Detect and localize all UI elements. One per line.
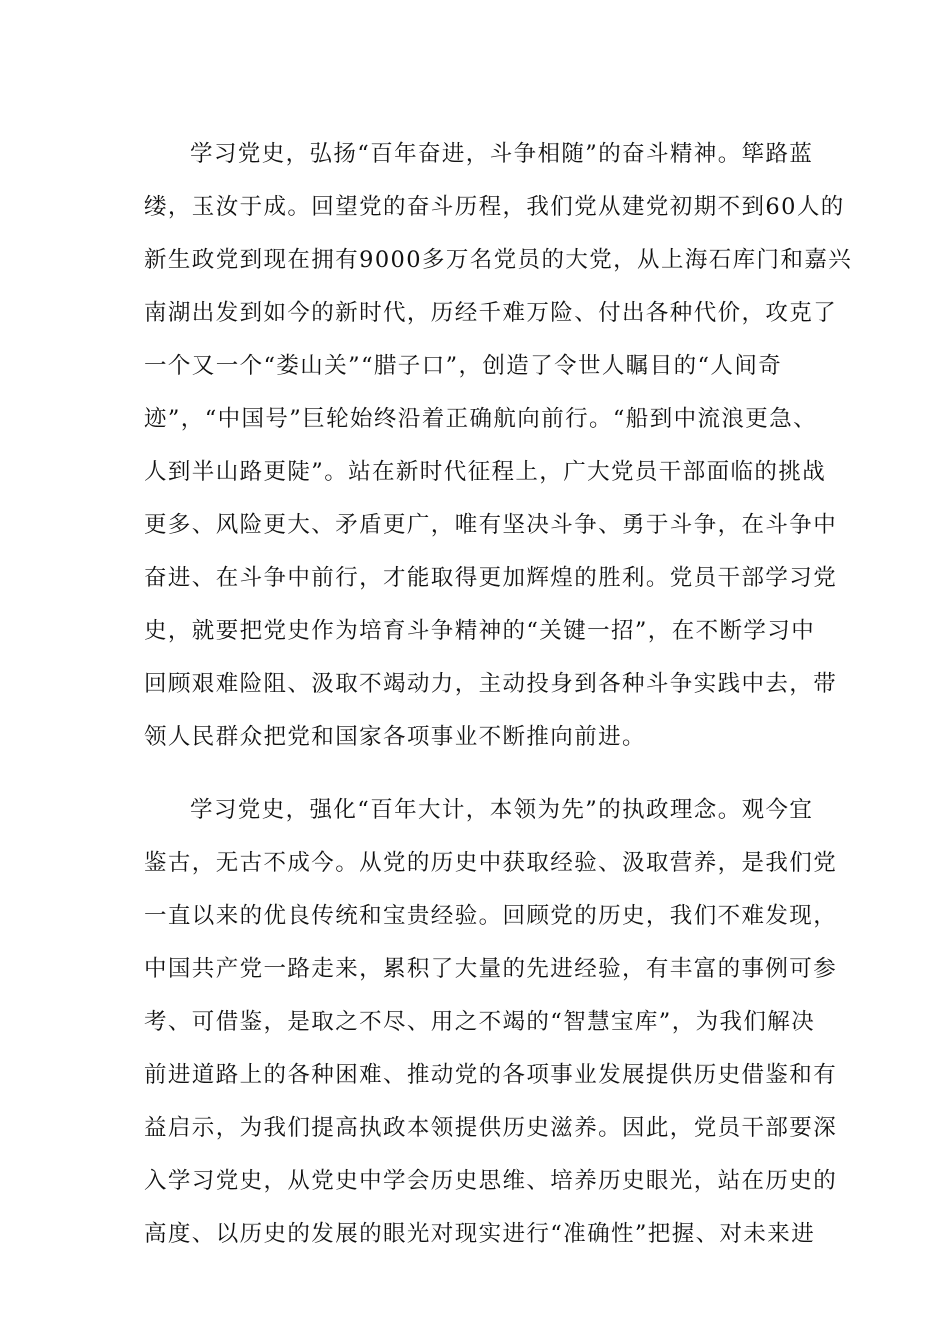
- text-line: 领人民群众把党和国家各项事业不断推向前进。: [144, 724, 646, 750]
- text-line: 回顾艰难险阻、汲取不竭动力，主动投身到各种斗争实践中去，带: [144, 671, 838, 697]
- text-line: 益启示，为我们提高执政本领提供历史滋养。因此，党员干部要深: [144, 1115, 838, 1141]
- text-line: 新生政党到现在拥有9000多万名党员的大党，从上海石库门和嘉兴: [144, 247, 853, 273]
- paragraph-2: [144, 784, 838, 1261]
- text-line: 学习党史，强化“百年大计，本领为先”的执政理念。观今宜: [190, 797, 814, 823]
- text-line: 人到半山路更陡”。站在新时代征程上，广大党员干部面临的挑战: [144, 459, 827, 485]
- text-line: 一个又一个“娄山关”“腊子口”，创造了令世人瞩目的“人间奇: [144, 353, 783, 379]
- paragraph-spacer: [144, 764, 804, 784]
- text-line: 缕，玉汝于成。回望党的奋斗历程，我们党从建党初期不到60人的: [144, 194, 845, 220]
- text-line: 奋进、在斗争中前行，才能取得更加辉煌的胜利。党员干部学习党: [144, 565, 838, 591]
- text-line: 学习党史，弘扬“百年奋进，斗争相随”的奋斗精神。筚路蓝: [190, 141, 814, 167]
- text-line: 更多、风险更大、矛盾更广，唯有坚决斗争、勇于斗争，在斗争中: [144, 512, 838, 538]
- text-line: 高度、以历史的发展的眼光对现实进行“准确性”把握、对未来进: [144, 1221, 816, 1247]
- text-line: 中国共产党一路走来，累积了大量的先进经验，有丰富的事例可参: [144, 956, 838, 982]
- text-line: 考、可借鉴，是取之不尽、用之不竭的“智慧宝库”，为我们解决: [144, 1009, 816, 1035]
- text-line: 前进道路上的各种困难、推动党的各项事业发展提供历史借鉴和有: [144, 1062, 838, 1088]
- text-line: 鉴古，无古不成今。从党的历史中获取经验、汲取营养，是我们党: [144, 850, 838, 876]
- text-line: 一直以来的优良传统和宝贵经验。回顾党的历史，我们不难发现，: [144, 903, 838, 929]
- document-body: [144, 128, 853, 1261]
- text-line: 史，就要把党史作为培育斗争精神的“关键一招”，在不断学习中: [144, 618, 816, 644]
- text-line: 南湖出发到如今的新时代，历经千难万险、付出各种代价，攻克了: [144, 300, 838, 326]
- text-line: 入学习党史，从党史中学会历史思维、培养历史眼光，站在历史的: [144, 1168, 838, 1194]
- paragraph-1: [144, 128, 853, 764]
- text-line: 迹”，“中国号”巨轮始终沿着正确航向前行。“船到中流浪更急、: [144, 406, 818, 432]
